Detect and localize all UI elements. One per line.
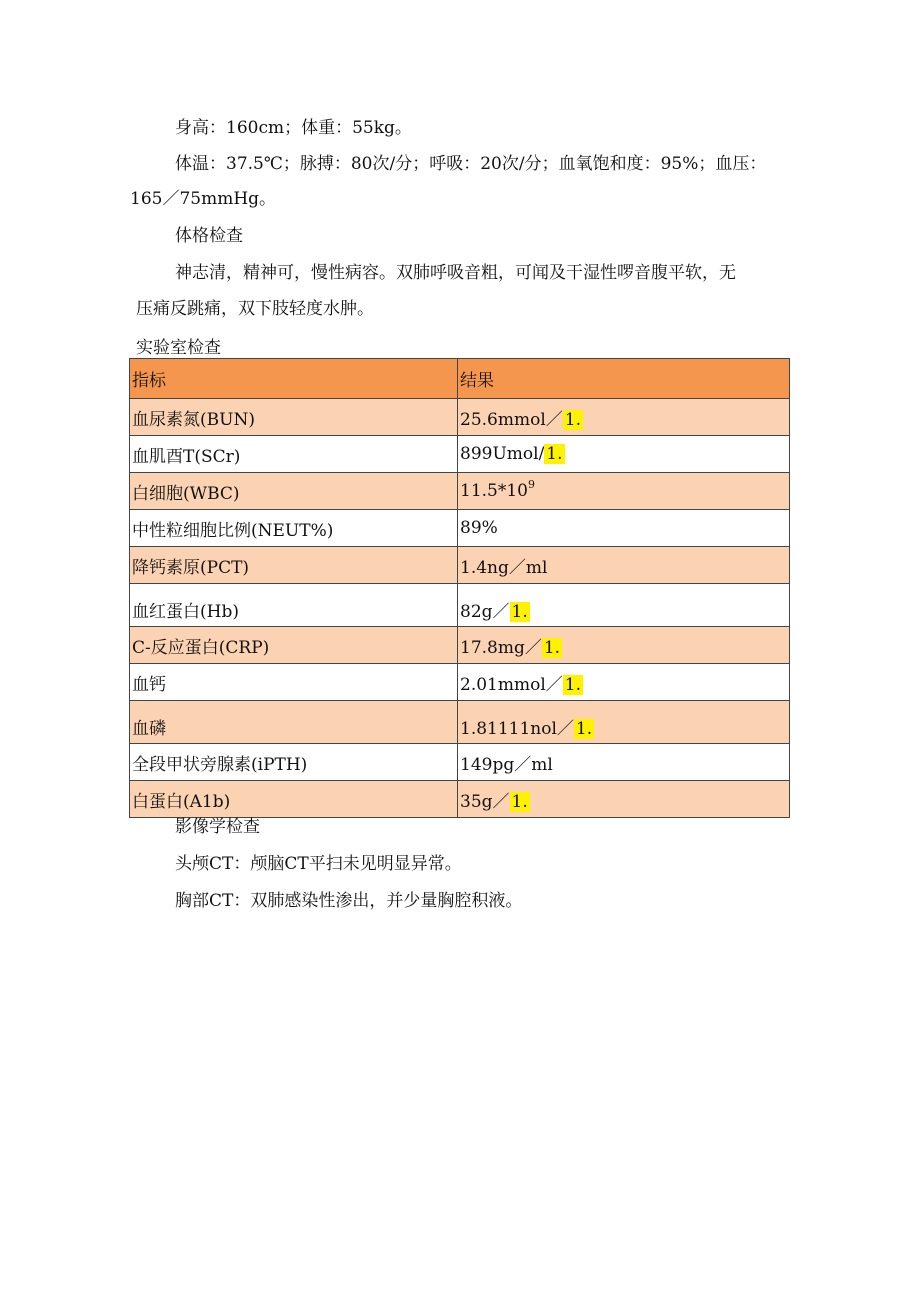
lab-results-table — [129, 358, 790, 818]
indicator-cell: 中性粒细胞比例(NEUT%) — [130, 510, 458, 547]
highlighted-unit: 1. — [564, 674, 581, 695]
result-value: 17.8mg／ — [460, 637, 542, 658]
header-result: 结果 — [458, 359, 790, 399]
physical-exam-line-1: 神志清，精神可，慢性病容。双肺呼吸音粗，可闻及干湿性啰音腹平软，无 — [175, 263, 736, 283]
head-ct-line: 头颅CT：颅脑CT平扫未见明显异常。 — [175, 854, 462, 874]
result-value: 35g／ — [460, 791, 510, 812]
result-cell — [458, 584, 790, 627]
highlighted-unit: 1. — [511, 791, 528, 812]
indicator-cell: 血肌酉T(SCr) — [130, 436, 458, 473]
result-cell — [458, 510, 790, 547]
chest-ct-line: 胸部CT：双肺感染性渗出，并少量胸腔积液。 — [175, 891, 523, 911]
result-value: 25.6mmol／ — [460, 409, 563, 430]
lab-heading: 实验室检查 — [136, 338, 221, 358]
table-row — [130, 399, 790, 436]
result-value: 89% — [460, 518, 498, 538]
table-row — [130, 547, 790, 584]
result-value: 899Umol/ — [460, 444, 545, 464]
result-value: 11.5*10 — [460, 481, 528, 501]
indicator-cell: 白细胞(WBC) — [130, 473, 458, 510]
physical-exam-line-2: 压痛反跳痛，双下肢轻度水肿。 — [136, 299, 374, 319]
highlighted-unit: 1. — [511, 602, 528, 622]
result-exponent: 9 — [527, 478, 535, 491]
result-value: 82g／ — [460, 602, 510, 622]
table-row — [130, 473, 790, 510]
result-cell — [458, 627, 790, 664]
header-indicator: 指标 — [130, 359, 458, 399]
vitals-line-2: 165／75mmHg。 — [130, 189, 277, 209]
result-cell — [458, 399, 790, 436]
highlighted-unit: 1. — [546, 444, 563, 464]
imaging-heading: 影像学检查 — [175, 817, 260, 837]
table-row — [130, 701, 790, 744]
indicator-cell: 血钙 — [130, 664, 458, 701]
result-cell — [458, 473, 790, 510]
indicator-cell: 血磷 — [130, 701, 458, 744]
highlighted-unit: 1. — [564, 409, 581, 430]
highlighted-unit: 1. — [575, 719, 593, 739]
result-value: 1.81111nol／ — [460, 719, 574, 739]
indicator-cell: 血尿素氮(BUN) — [130, 399, 458, 436]
result-value: 149pg／ml — [460, 754, 553, 775]
result-cell — [458, 547, 790, 584]
indicator-cell: 全段甲状旁腺素(iPTH) — [130, 744, 458, 781]
vitals-line-1: 体温：37.5℃；脉搏：80次/分；呼吸：20次/分；血氧饱和度：95%；血压： — [175, 154, 767, 174]
result-cell — [458, 781, 790, 818]
table-row — [130, 584, 790, 627]
physical-exam-heading: 体格检查 — [175, 226, 243, 246]
table-row — [130, 664, 790, 701]
result-value: 1.4ng／ml — [460, 557, 548, 578]
result-cell — [458, 436, 790, 473]
table-row — [130, 781, 790, 818]
indicator-cell: 血红蛋白(Hb) — [130, 584, 458, 627]
result-cell — [458, 664, 790, 701]
result-value: 2.01mmol／ — [460, 674, 563, 695]
indicator-cell: C-反应蛋白(CRP) — [130, 627, 458, 664]
height-weight-line: 身高：160cm；体重：55kg。 — [175, 118, 412, 138]
table-row — [130, 744, 790, 781]
table-row — [130, 627, 790, 664]
result-cell — [458, 701, 790, 744]
table-row — [130, 510, 790, 547]
indicator-cell: 白蛋白(A1b) — [130, 781, 458, 818]
lab-results-body — [130, 359, 790, 818]
indicator-cell: 降钙素原(PCT) — [130, 547, 458, 584]
result-cell — [458, 744, 790, 781]
table-row — [130, 436, 790, 473]
table-header-row — [130, 359, 790, 399]
highlighted-unit: 1. — [543, 637, 561, 658]
